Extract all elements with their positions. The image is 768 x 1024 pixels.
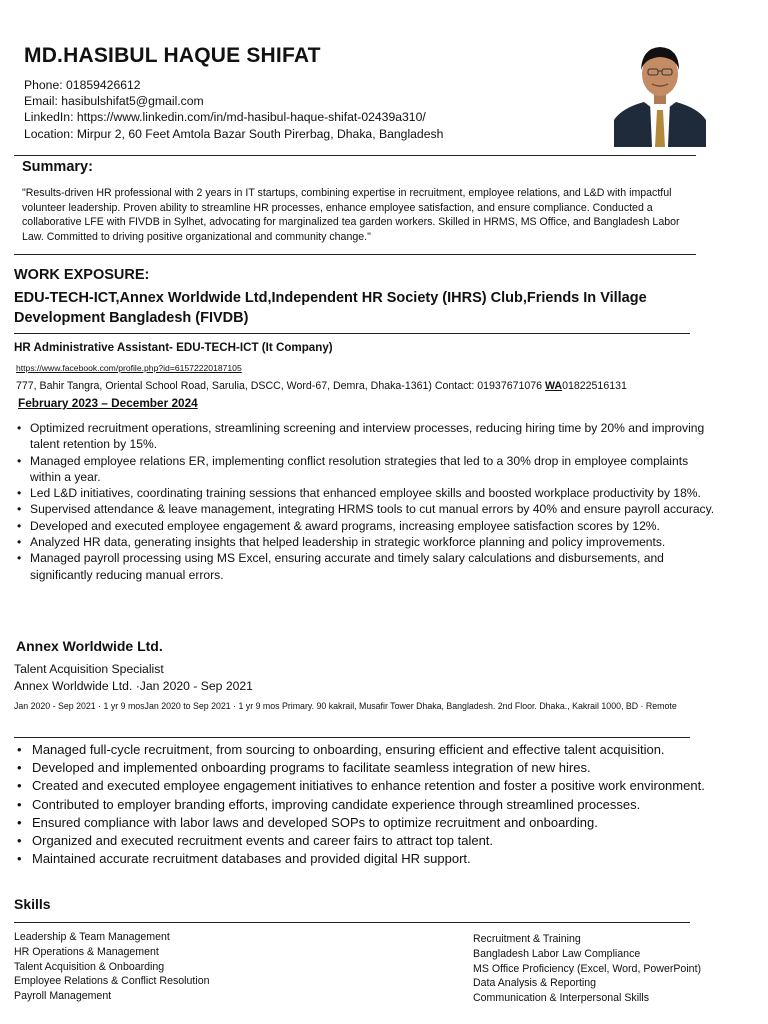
job2-org-dates: Annex Worldwide Ltd. ·Jan 2020 - Sep 2021 (14, 679, 253, 693)
list-item: • Managed payroll processing using MS Excel, ensuring accurate and timely salary calculations and disbursements, and significantly reducing manual errors. (14, 550, 718, 583)
list-item: Communication & Interpersonal Skills (473, 992, 650, 1005)
list-item: • Developed and implemented onboarding programs to facilitate seamless integration of new hires. (14, 759, 734, 777)
list-item: • Developed and executed employee engagement & award programs, increasing employee satisfaction scores by 12%. (14, 518, 718, 534)
summary-heading: Summary: (22, 159, 93, 175)
header-divider (14, 155, 696, 156)
list-item: Recruitment & Training (473, 933, 581, 945)
whatsapp-label: WA (545, 380, 563, 392)
work-divider (14, 333, 690, 334)
job1-title: HR Administrative Assistant- EDU-TECH-ICT (It Company) (14, 341, 333, 354)
candidate-name: MD.HASIBUL HAQUE SHIFAT (24, 44, 321, 67)
list-item: Leadership & Team Management (14, 931, 170, 943)
job1-address-text: 777, Bahir Tangra, Oriental School Road, Sarulia, DSCC, Word-67, Demra, Dhaka-1361) Contact: 01937671076 (16, 380, 545, 392)
summary-text: "Results-driven HR professional with 2 years in IT startups, combining expertise in recruitment, employee relations, and L&D with impactful volunteer leadership. Proven ability to streamline HR processes, enhance employee satisfaction, and ensure compliance. Conducted a collaborative LFE with FIVDB in Sylhet, advocating for marginalized tea garden workers. Skilled in HRMS, MS Office, and Bangladesh Labor Law. Committed to driving positive organizational and community change." (22, 187, 680, 243)
linkedin-line[interactable]: LinkedIn: https://www.linkedin.com/in/md-hasibul-haque-shifat-02439a310/ (24, 110, 426, 124)
facebook-link[interactable]: https://www.facebook.com/profile.php?id=61572220187105 (16, 363, 242, 373)
list-item: Employee Relations & Conflict Resolution (14, 975, 210, 988)
list-item: • Created and executed employee engagement initiatives to enhance retention and foster a positive work environment. (14, 777, 734, 795)
skills-right-list (473, 932, 701, 1006)
work-heading: WORK EXPOSURE: (14, 267, 150, 283)
job1-address (16, 380, 627, 392)
list-item: • Led L&D initiatives, coordinating training sessions that enhanced employee skills and boosted workplace productivity by 18%. (14, 485, 718, 501)
whatsapp-number: 01822516131 (562, 380, 627, 392)
list-item: HR Operations & Management (14, 945, 159, 958)
list-item: Data Analysis & Reporting (473, 977, 597, 990)
list-item: • Optimized recruitment operations, streamlining screening and interview processes, reducing hiring time by 20% and improving talent retention by 15%. (14, 420, 718, 453)
list-item: • Ensured compliance with labor laws and developed SOPs to optimize recruitment and onboarding. (14, 814, 734, 832)
phone-line: Phone: 01859426612 (24, 78, 141, 92)
list-item: • Managed full-cycle recruitment, from sourcing to onboarding, ensuring efficient and effective talent acquisition. (14, 741, 734, 759)
job2-divider (14, 737, 690, 738)
list-item: • Organized and executed recruitment events and career fairs to attract top talent. (14, 832, 734, 850)
job2-meta: Jan 2020 - Sep 2021 · 1 yr 9 mosJan 2020 to Sep 2021 · 1 yr 9 mos Primary. 90 kakrail, Musafir Tower Dhaka, Bangladesh. 2nd Floor. Dhaka., Kakrail 1000, BD · Remote (14, 701, 677, 711)
organizations-list: EDU-TECH-ICT,Annex Worldwide Ltd,Independent HR Society (IHRS) Club,Friends In Village Development Bangladesh (FIVDB) (14, 290, 647, 326)
list-item: Bangladesh Labor Law Compliance (473, 947, 641, 960)
job2-title: Talent Acquisition Specialist (14, 662, 164, 676)
summary-divider (14, 254, 696, 255)
profile-photo (614, 40, 706, 147)
list-item: • Analyzed HR data, generating insights that helped leadership in strategic workforce planning and policy improvements. (14, 534, 718, 550)
skills-divider (14, 922, 690, 923)
skills-heading: Skills (14, 896, 51, 912)
list-item: Talent Acquisition & Onboarding (14, 960, 165, 973)
list-item: • Managed employee relations ER, implementing conflict resolution strategies that led to a 30% drop in employee complaints within a year. (14, 453, 718, 486)
email-line[interactable]: Email: hasibulshifat5@gmail.com (24, 94, 204, 108)
location-line: Location: Mirpur 2, 60 Feet Amtola Bazar South Pirerbag, Dhaka, Bangladesh (24, 127, 444, 141)
job1-bullet-list (14, 420, 718, 583)
list-item: • Contributed to employer branding efforts, improving candidate experience through streamlined processes. (14, 796, 734, 814)
list-item: MS Office Proficiency (Excel, Word, PowerPoint) (473, 962, 702, 975)
job2-bullet-list (14, 741, 734, 868)
list-item: • Maintained accurate recruitment databases and provided digital HR support. (14, 850, 734, 868)
list-item: • Supervised attendance & leave management, integrating HRMS tools to cut manual errors by 40% and ensure payroll accuracy. (14, 501, 718, 517)
skills-left-list (14, 930, 210, 1004)
list-item: Payroll Management (14, 990, 112, 1003)
job1-dates: February 2023 – December 2024 (18, 396, 198, 410)
job2-company-heading: Annex Worldwide Ltd. (16, 638, 163, 654)
